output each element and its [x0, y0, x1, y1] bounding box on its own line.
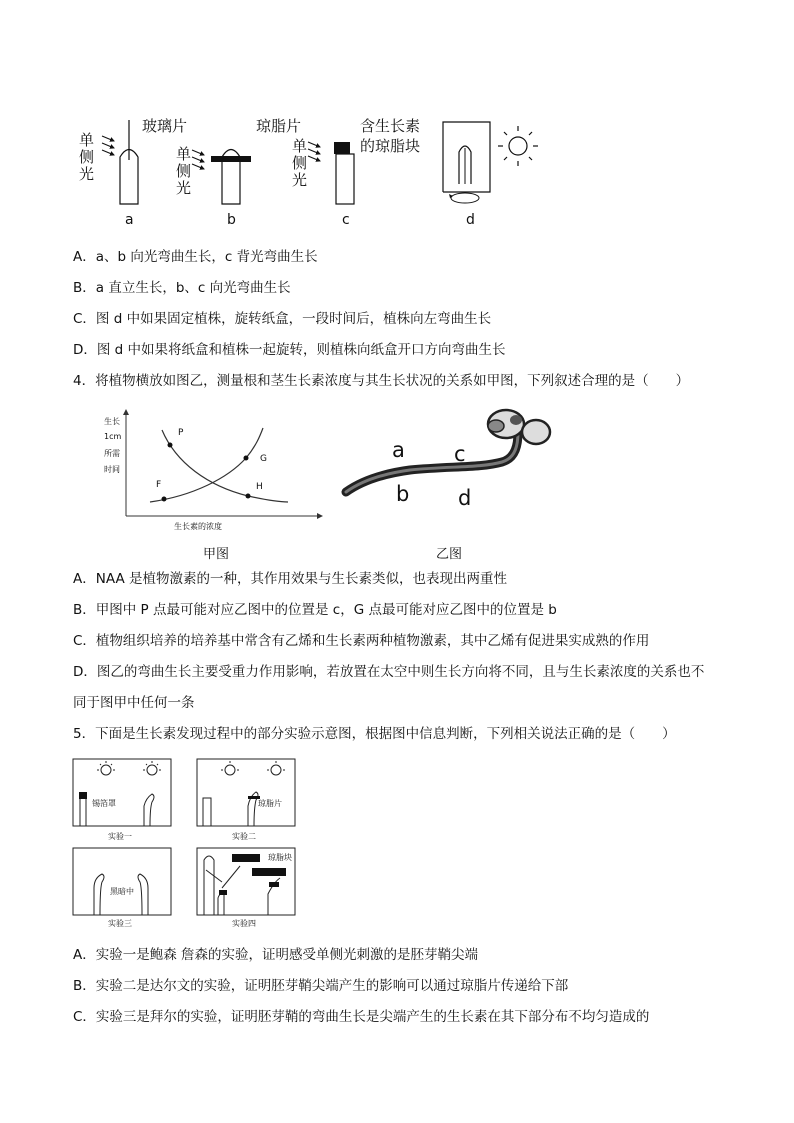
light-label-a: 单侧光	[79, 131, 95, 183]
plant-label-b: b	[396, 482, 410, 506]
label-P: P	[178, 428, 184, 438]
tinfoil-label: 锡箔罩	[92, 799, 116, 808]
q4-option-a: A．NAA 是植物激素的一种，其作用效果与生长素类似，也表现出两重性	[73, 571, 507, 587]
agar-label: 琼脂片	[256, 117, 302, 135]
caption-yi: 乙图	[436, 547, 463, 562]
label-F: F	[156, 480, 162, 490]
point-F	[162, 497, 167, 502]
coleoptile-a	[102, 120, 138, 204]
q4-stem: 4．将植物横放如图乙，测量根和茎生长素浓度与其生长状况的关系如甲图，下列叙述合理的是（ ）	[73, 373, 690, 389]
ylabel-1: 生长	[104, 417, 120, 426]
q3-option-d: D．图 d 中如果将纸盒和植株一起旋转，则植株向纸盒开口方向弯曲生长	[73, 342, 506, 358]
xlabel: 生长素的浓度	[174, 522, 222, 531]
point-P	[168, 443, 173, 448]
light-label-b: 单侧光	[176, 145, 192, 197]
q3-option-c: C．图 d 中如果固定植株，旋转纸盒，一段时间后，植株向左弯曲生长	[73, 311, 492, 327]
point-H	[246, 494, 251, 499]
coleoptile-b	[192, 150, 251, 205]
ylabel-3: 所需	[104, 449, 120, 458]
coleoptile-d	[443, 122, 538, 203]
point-G	[244, 456, 249, 461]
auxin-curve-chart	[98, 408, 328, 538]
ylabel-2: 1cm	[104, 432, 122, 441]
label-b: b	[227, 212, 236, 228]
label-G: G	[260, 454, 267, 464]
caption-jia: 甲图	[203, 547, 230, 562]
q4-option-b: B．甲图中 P 点最可能对应乙图中的位置是 c，G 点最可能对应乙图中的位置是 b	[73, 602, 557, 618]
glass-label: 玻璃片	[142, 117, 188, 135]
label-a: a	[125, 212, 134, 228]
plant-label-a: a	[392, 438, 405, 462]
q4-option-c: C．植物组织培养的培养基中常含有乙烯和生长素两种植物激素，其中乙烯有促进果实成熟的作用	[73, 633, 650, 649]
plant-label-c: c	[454, 442, 466, 466]
q5-stem: 5．下面是生长素发现过程中的部分实验示意图，根据图中信息判断，下列相关说法正确的是（ ）	[73, 726, 676, 742]
experiment-panels	[72, 758, 302, 928]
coleoptile-c	[308, 142, 354, 204]
curve-decreasing	[162, 430, 288, 502]
plant-label-d: d	[458, 486, 472, 510]
agar-block-label: 琼脂块	[268, 853, 292, 862]
dark-label: 黑暗中	[110, 887, 134, 896]
q5-option-c: C．实验三是拜尔的实验，证明胚芽鞘的弯曲生长是尖端产生的生长素在其下部分布不均匀造成的	[73, 1009, 650, 1025]
q4-option-d-cont: 同于图甲中任何一条	[73, 695, 195, 711]
experiments-diagram	[72, 758, 302, 928]
exp4-caption: 实验四	[232, 919, 256, 928]
agar-sheet-label: 琼脂片	[258, 799, 282, 808]
q4-option-d: D．图乙的弯曲生长主要受重力作用影响，若放置在太空中则生长方向将不同，且与生长素浓度的关系也不	[73, 664, 705, 680]
horizontal-plant	[340, 402, 560, 517]
q5-option-a: A．实验一是鲍森 詹森的实验，证明感受单侧光刺激的是胚芽鞘尖端	[73, 947, 479, 963]
auxin-agar-label-2: 的琼脂块	[360, 137, 421, 155]
light-label-c: 单侧光	[292, 137, 308, 189]
auxin-agar-label-1: 含生长素	[360, 117, 421, 135]
label-c: c	[342, 212, 350, 228]
top-figure	[70, 112, 550, 232]
q5-option-b: B．实验二是达尔文的实验，证明胚芽鞘尖端产生的影响可以通过琼脂片传递给下部	[73, 978, 569, 994]
q3-option-a: A．a、b 向光弯曲生长，c 背光弯曲生长	[73, 249, 318, 265]
exp3-caption: 实验三	[108, 919, 132, 928]
exp1-caption: 实验一	[108, 832, 132, 841]
label-H: H	[256, 482, 263, 492]
q3-option-b: B．a 直立生长，b、c 向光弯曲生长	[73, 280, 291, 296]
label-d: d	[466, 212, 475, 228]
chart-jia	[98, 408, 328, 538]
plant-yi	[340, 402, 560, 517]
ylabel-4: 时间	[104, 465, 120, 474]
exp2-caption: 实验二	[232, 832, 256, 841]
